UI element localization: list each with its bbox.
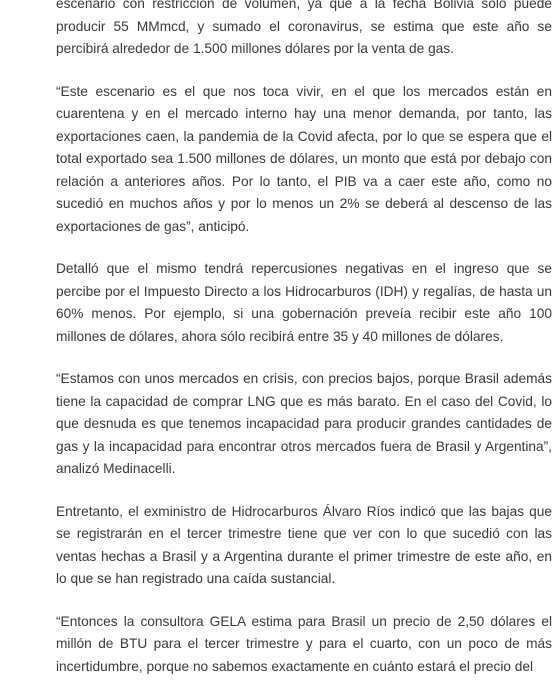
article-paragraph-3: Detalló que el mismo tendrá repercusiones negativas en el ingreso que se percibe por el Impuesto Directo a los Hidrocarburos (IDH) y regalías, de hasta un 60% menos. Por ejemplo, si una gobernación preveía recibir este año 100 millones de dólares, ahora sólo recibirá entre 35 y 40 millones de dólares. — [56, 261, 552, 344]
article-paragraph-5: Entretanto, el exministro de Hidrocarburos Álvaro Ríos indicó que las bajas que se registrarán en el tercer trimestre tiene que ver con lo que sucedió con las ventas hechas a Brasil y a Argentina durante el primer trimestre de este año, en lo que se han registrado una caída sustancial. — [56, 503, 552, 586]
article-paragraph-4: “Estamos con unos mercados en crisis, con precios bajos, porque Brasil además tiene la capacidad de comprar LNG que es más barato. En el caso del Covid, lo que desnuda es que tenemos incapacidad para producir grandes cantidades de gas y la incapacidad para encontrar otros mercados fuera de Brasil y Argentina”, analizó Medinacelli. — [56, 371, 552, 476]
article-paragraph-6: “Entonces la consultora GELA estima para Brasil un precio de 2,50 dólares el millón de BTU para el tercer trimestre y para el cuarto, con un poco de más incertidumbre, porque no sabemos exactamente en cuánto estará el precio del — [56, 613, 552, 674]
article-body — [56, 0, 552, 698]
article-paragraph-2: “Este escenario es el que nos toca vivir, en el que los mercados están en cuarentena y en el mercado interno hay una menor demanda, por tanto, las exportaciones caen, la pandemia de la Covid afecta, por lo que se espera que el total exportado sea 1.500 millones de dólares, un monto que está por debajo con relación a anteriores años. Por lo tanto, el PIB va a caer este año, como no sucedió en muchos años y por lo menos un 2% se deberá al descenso de las exportaciones de gas”, anticipó. — [56, 83, 552, 234]
article-paragraph-1: escenario con restricción de volumen, ya que a la fecha Bolivia sólo puede producir 55 MMmcd, y sumado el coronavirus, se estima que este año se percibirá alrededor de 1.500 millones dólares por la venta de gas. — [56, 0, 552, 56]
